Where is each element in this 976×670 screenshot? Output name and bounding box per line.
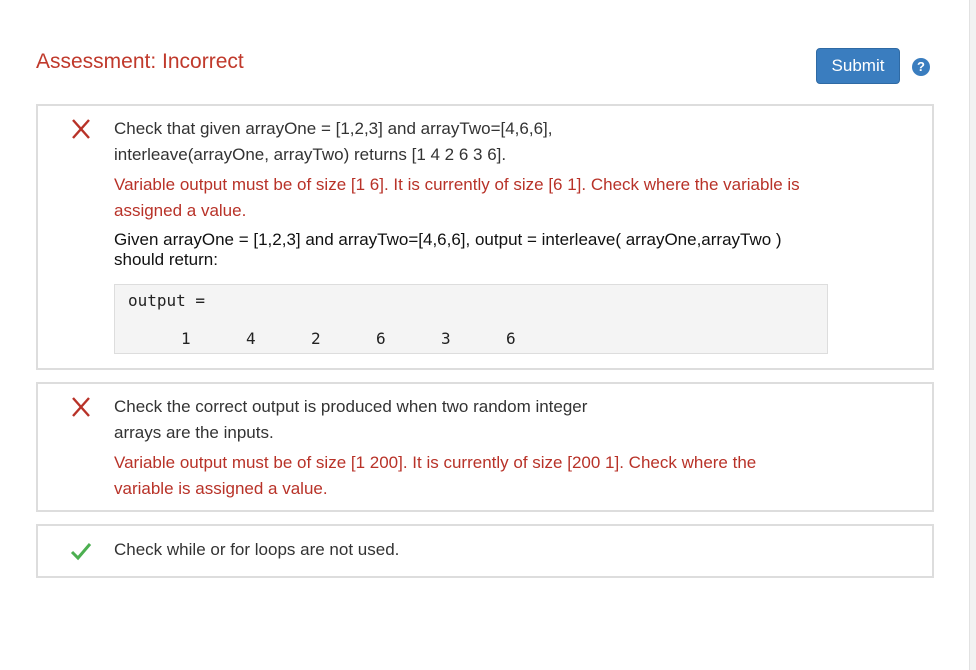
- scrollbar-track[interactable]: [969, 0, 976, 670]
- assessment-check-3: [36, 524, 934, 578]
- output-value: 4: [246, 329, 256, 348]
- output-value: 3: [441, 329, 451, 348]
- assessment-check-2: [36, 382, 934, 512]
- output-value: 6: [376, 329, 386, 348]
- submit-button[interactable]: Submit: [816, 48, 900, 84]
- output-value: 1: [181, 329, 191, 348]
- output-label: output =: [128, 291, 206, 310]
- check-body: [114, 116, 832, 354]
- check-description: Check while or for loops are not used.: [114, 540, 400, 559]
- x-icon: [68, 116, 94, 142]
- check-description: Check the correct output is produced when two random integer arrays are the inputs.: [114, 397, 588, 442]
- assessment-title: Assessment: Incorrect: [36, 50, 244, 73]
- check-error-message: Variable output must be of size [1 200]. It is currently of size [200 1]. Check where the variable is assigned a value.: [114, 453, 757, 498]
- assessment-check-1: [36, 104, 934, 370]
- assessment-header: [36, 46, 936, 86]
- check-description: Check that given arrayOne = [1,2,3] and arrayTwo=[4,6,6], interleave(arrayOne, arrayTwo) returns [1 4 2 6 3 6].: [114, 119, 553, 164]
- help-icon[interactable]: ?: [912, 58, 930, 76]
- check-given-text: Given arrayOne = [1,2,3] and arrayTwo=[4,6,6], output = interleave( arrayOne,arrayTwo ) should return:: [114, 230, 782, 269]
- expected-output-box: [114, 284, 828, 354]
- check-error-message: Variable output must be of size [1 6]. It is currently of size [6 1]. Check where the variable is assigned a value.: [114, 175, 800, 220]
- checkmark-icon: [68, 538, 94, 564]
- x-icon: [68, 394, 94, 420]
- check-body: [114, 394, 832, 502]
- output-value: 6: [506, 329, 516, 348]
- check-body: [114, 537, 832, 563]
- output-value: 2: [311, 329, 321, 348]
